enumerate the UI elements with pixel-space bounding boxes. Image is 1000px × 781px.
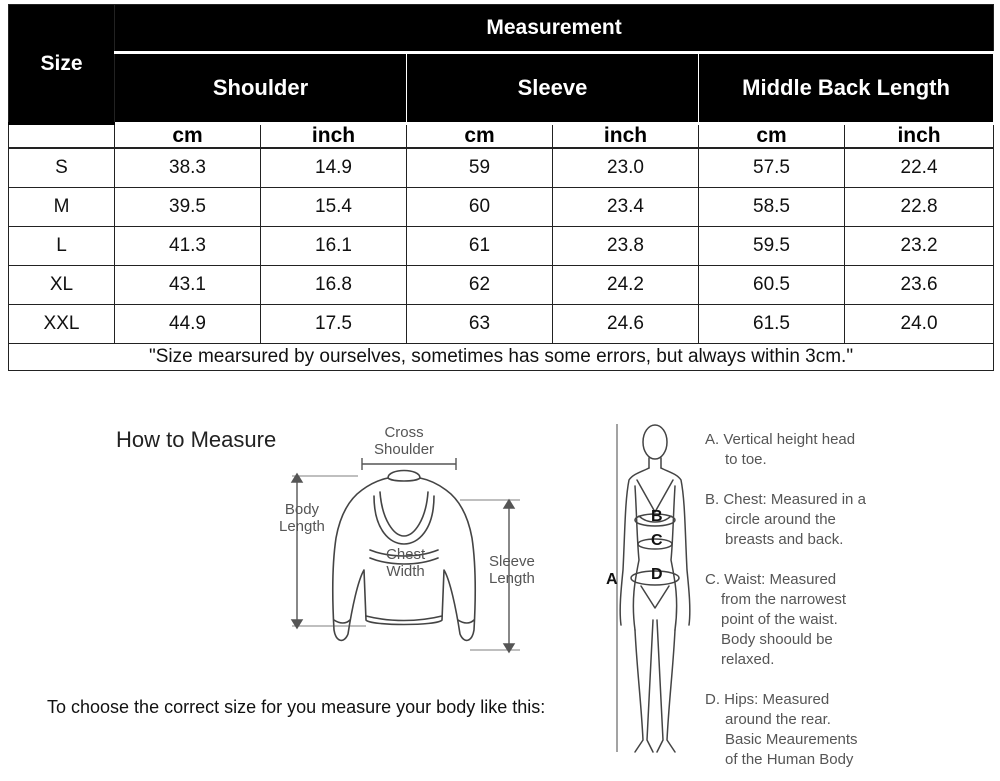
value-cell: 41.3 bbox=[115, 227, 261, 266]
value-cell: 38.3 bbox=[115, 148, 261, 188]
value-cell: 16.1 bbox=[261, 227, 407, 266]
value-cell: 22.4 bbox=[845, 148, 994, 188]
table-row bbox=[9, 148, 994, 188]
middle-back-length-header: Middle Back Length bbox=[699, 53, 994, 124]
value-cell: 60 bbox=[407, 188, 553, 227]
value-cell: 39.5 bbox=[115, 188, 261, 227]
value-cell: 17.5 bbox=[261, 305, 407, 344]
size-cell: L bbox=[9, 227, 115, 266]
how-to-measure-title: How to Measure bbox=[116, 427, 277, 452]
unit-row bbox=[9, 124, 994, 149]
value-cell: 23.0 bbox=[553, 148, 699, 188]
table-row bbox=[9, 266, 994, 305]
size-header-spacer bbox=[9, 124, 115, 149]
sleeve-length-label: Sleeve Length bbox=[489, 553, 535, 587]
value-cell: 23.6 bbox=[845, 266, 994, 305]
legend-item-c: C. Waist: Measured from the narrowest point of the waist. Body shoould be relaxed. bbox=[705, 571, 847, 668]
chest-width-label: Chest Width bbox=[386, 546, 426, 580]
value-cell: 16.8 bbox=[261, 266, 407, 305]
size-cell: XXL bbox=[9, 305, 115, 344]
value-cell: 59.5 bbox=[699, 227, 845, 266]
human-body-icon bbox=[595, 420, 705, 760]
label-a: A bbox=[606, 571, 618, 588]
body-measurement-legend bbox=[705, 430, 990, 770]
value-cell: 23.8 bbox=[553, 227, 699, 266]
measurement-header: Measurement bbox=[115, 5, 994, 53]
value-cell: 23.2 bbox=[845, 227, 994, 266]
value-cell: 63 bbox=[407, 305, 553, 344]
value-cell: 24.6 bbox=[553, 305, 699, 344]
value-cell: 58.5 bbox=[699, 188, 845, 227]
value-cell: 61.5 bbox=[699, 305, 845, 344]
value-cell: 15.4 bbox=[261, 188, 407, 227]
size-cell: XL bbox=[9, 266, 115, 305]
legend-item-d: D. Hips: Measured around the rear. Basic Meaurements of the Human Body bbox=[705, 691, 858, 768]
sleeve-header: Sleeve bbox=[407, 53, 699, 124]
shoulder-header: Shoulder bbox=[115, 53, 407, 124]
label-c: C bbox=[651, 532, 663, 549]
unit-inch: inch bbox=[553, 124, 699, 149]
value-cell: 59 bbox=[407, 148, 553, 188]
choose-size-instruction: To choose the correct size for you measure your body like this: bbox=[47, 697, 546, 717]
table-row bbox=[9, 305, 994, 344]
value-cell: 14.9 bbox=[261, 148, 407, 188]
cross-shoulder-label: Cross Shoulder bbox=[374, 424, 435, 458]
value-cell: 24.0 bbox=[845, 305, 994, 344]
size-header: Size bbox=[9, 5, 115, 124]
value-cell: 61 bbox=[407, 227, 553, 266]
unit-cm: cm bbox=[115, 124, 261, 149]
size-cell: S bbox=[9, 148, 115, 188]
table-row bbox=[9, 227, 994, 266]
value-cell: 60.5 bbox=[699, 266, 845, 305]
legend-item-b: B. Chest: Measured in a circle around the breasts and back. bbox=[705, 491, 866, 548]
size-cell: M bbox=[9, 188, 115, 227]
measurement-note: "Size mearsured by ourselves, sometimes has some errors, but always within 3cm." bbox=[9, 344, 994, 371]
unit-cm: cm bbox=[407, 124, 553, 149]
value-cell: 23.4 bbox=[553, 188, 699, 227]
unit-inch: inch bbox=[261, 124, 407, 149]
label-d: D bbox=[651, 566, 663, 583]
value-cell: 43.1 bbox=[115, 266, 261, 305]
value-cell: 44.9 bbox=[115, 305, 261, 344]
legend-item-a: A. Vertical height head to toe. bbox=[705, 431, 856, 468]
label-b: B bbox=[651, 508, 663, 525]
size-chart-table bbox=[8, 4, 994, 371]
unit-cm: cm bbox=[699, 124, 845, 149]
unit-inch: inch bbox=[845, 124, 994, 149]
value-cell: 24.2 bbox=[553, 266, 699, 305]
table-row bbox=[9, 188, 994, 227]
value-cell: 62 bbox=[407, 266, 553, 305]
body-length-label: Body Length bbox=[279, 501, 325, 535]
value-cell: 57.5 bbox=[699, 148, 845, 188]
value-cell: 22.8 bbox=[845, 188, 994, 227]
